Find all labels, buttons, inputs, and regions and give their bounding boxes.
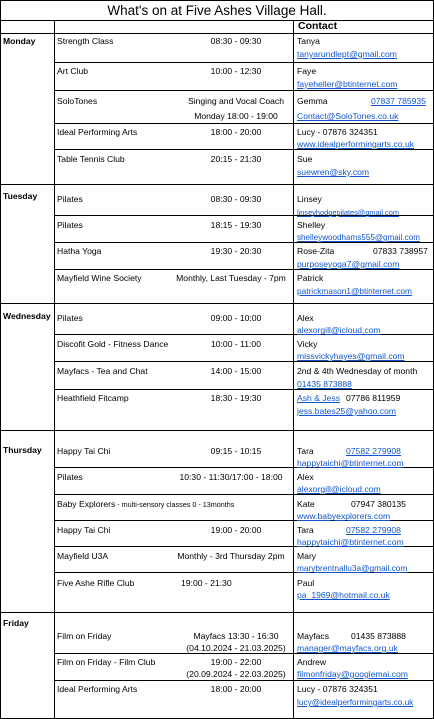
day-label-friday: Friday — [3, 618, 29, 628]
activity-name: Five Ashe Rifle Club — [57, 578, 135, 588]
row-divider — [1, 303, 433, 304]
contact-name: Lucy - 07876 324351 — [297, 684, 378, 694]
activity-name: Discofit Gold - Fitness Dance — [57, 339, 169, 349]
activity-name: Mayfield U3A — [57, 551, 109, 561]
contact-name: Patrick — [297, 273, 324, 283]
activity-name: SoloTones — [57, 96, 98, 106]
contact-link[interactable]: fayeheller@btinternet.com — [297, 79, 398, 89]
activity-time: 19:00 - 20:00 — [210, 525, 262, 535]
activity-name: Pilates — [57, 313, 83, 323]
activity-name: Film on Friday — [57, 631, 112, 641]
activity-time: Monthly - 3rd Thursday 2pm — [177, 551, 285, 561]
activity-name: Pilates — [57, 472, 83, 482]
contact-name: Gemma — [297, 96, 328, 106]
contact-name: Andrew — [297, 657, 327, 667]
day-label-monday: Monday — [3, 36, 36, 46]
row-divider — [54, 62, 433, 63]
contact-name: Kate — [297, 499, 315, 509]
contact-name: Mary — [297, 551, 317, 561]
activity-time: 19:30 - 20:30 — [210, 246, 262, 256]
activity-time: 10:00 - 11:00 — [210, 339, 261, 349]
contact-link[interactable]: pa_1969@hotmail.co.uk — [297, 590, 390, 600]
contact-name: Linsey — [297, 194, 322, 204]
contact-name: 2nd & 4th Wednesday of month — [297, 366, 418, 376]
contact-link[interactable]: marybrentnallu3a@gmail.com — [297, 563, 408, 573]
contact-name: Sue — [297, 154, 313, 164]
contact-link[interactable]: Contact@SoloTones.co.uk — [297, 111, 399, 121]
row-divider — [54, 680, 433, 681]
contact-link[interactable]: purposeyoga7@gmail.com — [297, 259, 400, 269]
activity-name: Ideal Performing Arts — [57, 684, 138, 694]
contact-link[interactable]: missvickyhayes@gmail.com — [297, 351, 405, 361]
activity-time: 09:00 - 10:00 — [210, 313, 262, 323]
activity-name: Heathfield Fitcamp — [57, 393, 129, 403]
activity-name: Table Tennis Club — [57, 154, 125, 164]
contact-name: Vicky — [297, 339, 318, 349]
contact-link[interactable]: jess.bates25@yahoo.com — [297, 406, 397, 416]
activity-time: 20:15 - 21:30 — [210, 154, 262, 164]
contact-link[interactable]: manager@mayfacs.org.uk — [297, 643, 398, 653]
contact-name: Tara — [297, 525, 314, 535]
contact-link[interactable]: filmonfriday@googlemai.com — [297, 669, 408, 679]
activity-time: 08:30 - 09:30 — [210, 194, 262, 204]
contact-header: Contact — [298, 20, 338, 32]
activity-name: Hatha Yoga — [57, 246, 102, 256]
contact-phone[interactable]: 07837 785935 — [371, 96, 426, 106]
row-divider — [54, 90, 433, 91]
contact-name: Ash & Jess — [297, 393, 340, 403]
activity-name: Strength Class — [57, 36, 114, 46]
contact-link[interactable]: suewren@sky.com — [297, 167, 370, 177]
contact-name: Tanya — [297, 36, 320, 46]
activity-name: Pilates — [57, 194, 83, 204]
contact-link[interactable]: tanyarundlept@gmail.com — [297, 49, 397, 59]
activity-time: Singing and Vocal Coach — [187, 96, 285, 106]
activity-time: 14:00 - 15:00 — [210, 366, 262, 376]
activity-name: Art Club — [57, 66, 89, 76]
contact-phone[interactable]: 07582 279908 — [346, 525, 401, 535]
contact-name: Tara — [297, 446, 314, 456]
day-label-tuesday: Tuesday — [3, 191, 38, 201]
activity-time: 18:15 - 19:30 — [210, 220, 262, 230]
activity-time: 09:15 - 10:15 — [210, 446, 262, 456]
row-divider — [54, 389, 433, 390]
day-label-wednesday: Wednesday — [3, 311, 51, 321]
activity-time: Monthly, Last Tuesday - 7pm — [176, 273, 286, 283]
contact-link[interactable]: patrickmason1@btinternet.com — [297, 286, 412, 296]
contact-link[interactable]: linseyhodgepilates@gmail.com — [297, 208, 399, 217]
activity-name: Mayfield Wine Society — [57, 273, 142, 283]
column-divider — [54, 20, 55, 718]
activity-time-extra: (20.09.2024 - 22.03.2025) — [186, 669, 286, 679]
contact-name: Mayfacs — [297, 631, 329, 641]
contact-link[interactable]: alexorgill@icloud.com — [297, 325, 381, 335]
activity-time: 10:00 - 12:30 — [210, 66, 262, 76]
row-divider — [1, 184, 433, 185]
activity-name: Happy Tai Chi — [57, 525, 111, 535]
contact-name: Faye — [297, 66, 317, 76]
activity-name: Happy Tai Chi — [57, 446, 111, 456]
row-divider — [54, 123, 433, 124]
contact-link[interactable]: shelleywoodhams555@gmail.com — [297, 233, 420, 242]
contact-phone: 07833 738957 — [373, 246, 428, 256]
activity-time: 18:00 - 20:00 — [210, 684, 262, 694]
activity-name: Film on Friday - Film Club — [57, 657, 156, 667]
row-divider — [1, 33, 433, 34]
contact-link[interactable]: www.idealperformingarts.co.uk — [297, 139, 415, 149]
contact-phone[interactable]: 07582 279908 — [346, 446, 401, 456]
activity-time: 18:00 - 20:00 — [210, 127, 262, 137]
activity-name: Ideal Performing Arts — [57, 127, 138, 137]
day-label-thursday: Thursday — [3, 445, 42, 455]
activity-time: 19:00 - 22:00 — [210, 657, 262, 667]
contact-link[interactable]: 01435 873888 — [297, 379, 352, 389]
contact-name: Lucy - 07876 324351 — [297, 127, 378, 137]
activity-time: 18:30 - 19:30 — [210, 393, 262, 403]
contact-phone: 01435 873888 — [351, 631, 406, 641]
contact-link[interactable]: alexorgill@icloud.com — [297, 484, 381, 494]
activity-time-extra: (04.10.2024 - 21.03.2025) — [186, 643, 286, 653]
activity-name — [57, 499, 234, 510]
row-divider — [1, 612, 433, 613]
activity-time: 10:30 - 11:30/17:00 - 18:00 — [179, 472, 283, 482]
contact-link[interactable]: www.babyexplorers.com — [297, 511, 391, 521]
contact-name: Alex — [297, 313, 314, 323]
row-divider — [1, 430, 433, 431]
contact-link[interactable]: lucy@idealperformingarts.co.uk — [297, 697, 414, 707]
activity-time: Mayfacs 13:30 - 16:30 — [193, 631, 279, 641]
activity-time: 19:00 - 21:30 — [181, 578, 232, 588]
activity-name: Pilates — [57, 220, 83, 230]
activity-name: Mayfacs - Tea and Chat — [57, 366, 148, 376]
activity-title: Baby Explorers — [57, 499, 116, 509]
contact-phone: 07786 811959 — [346, 393, 401, 403]
contact-name: Shelley — [297, 220, 326, 230]
contact-link[interactable]: happytaichi@btinternet.com — [297, 537, 404, 547]
contact-name: Rose-Zita — [297, 246, 335, 256]
contact-link[interactable]: happytaichi@btinternet.com — [297, 458, 404, 468]
activity-time-extra: Monday 18:00 - 19:00 — [194, 111, 278, 121]
contact-phone: 07947 380135 — [351, 499, 406, 509]
page-title: What's on at Five Ashes Village Hall. — [1, 1, 433, 21]
activity-time: 08:30 - 09:30 — [210, 36, 262, 46]
contact-name: Alex — [297, 472, 314, 482]
contact-name: Paul — [297, 578, 315, 588]
activity-note: - multi-sensory classes 0 - 13months — [115, 500, 235, 509]
